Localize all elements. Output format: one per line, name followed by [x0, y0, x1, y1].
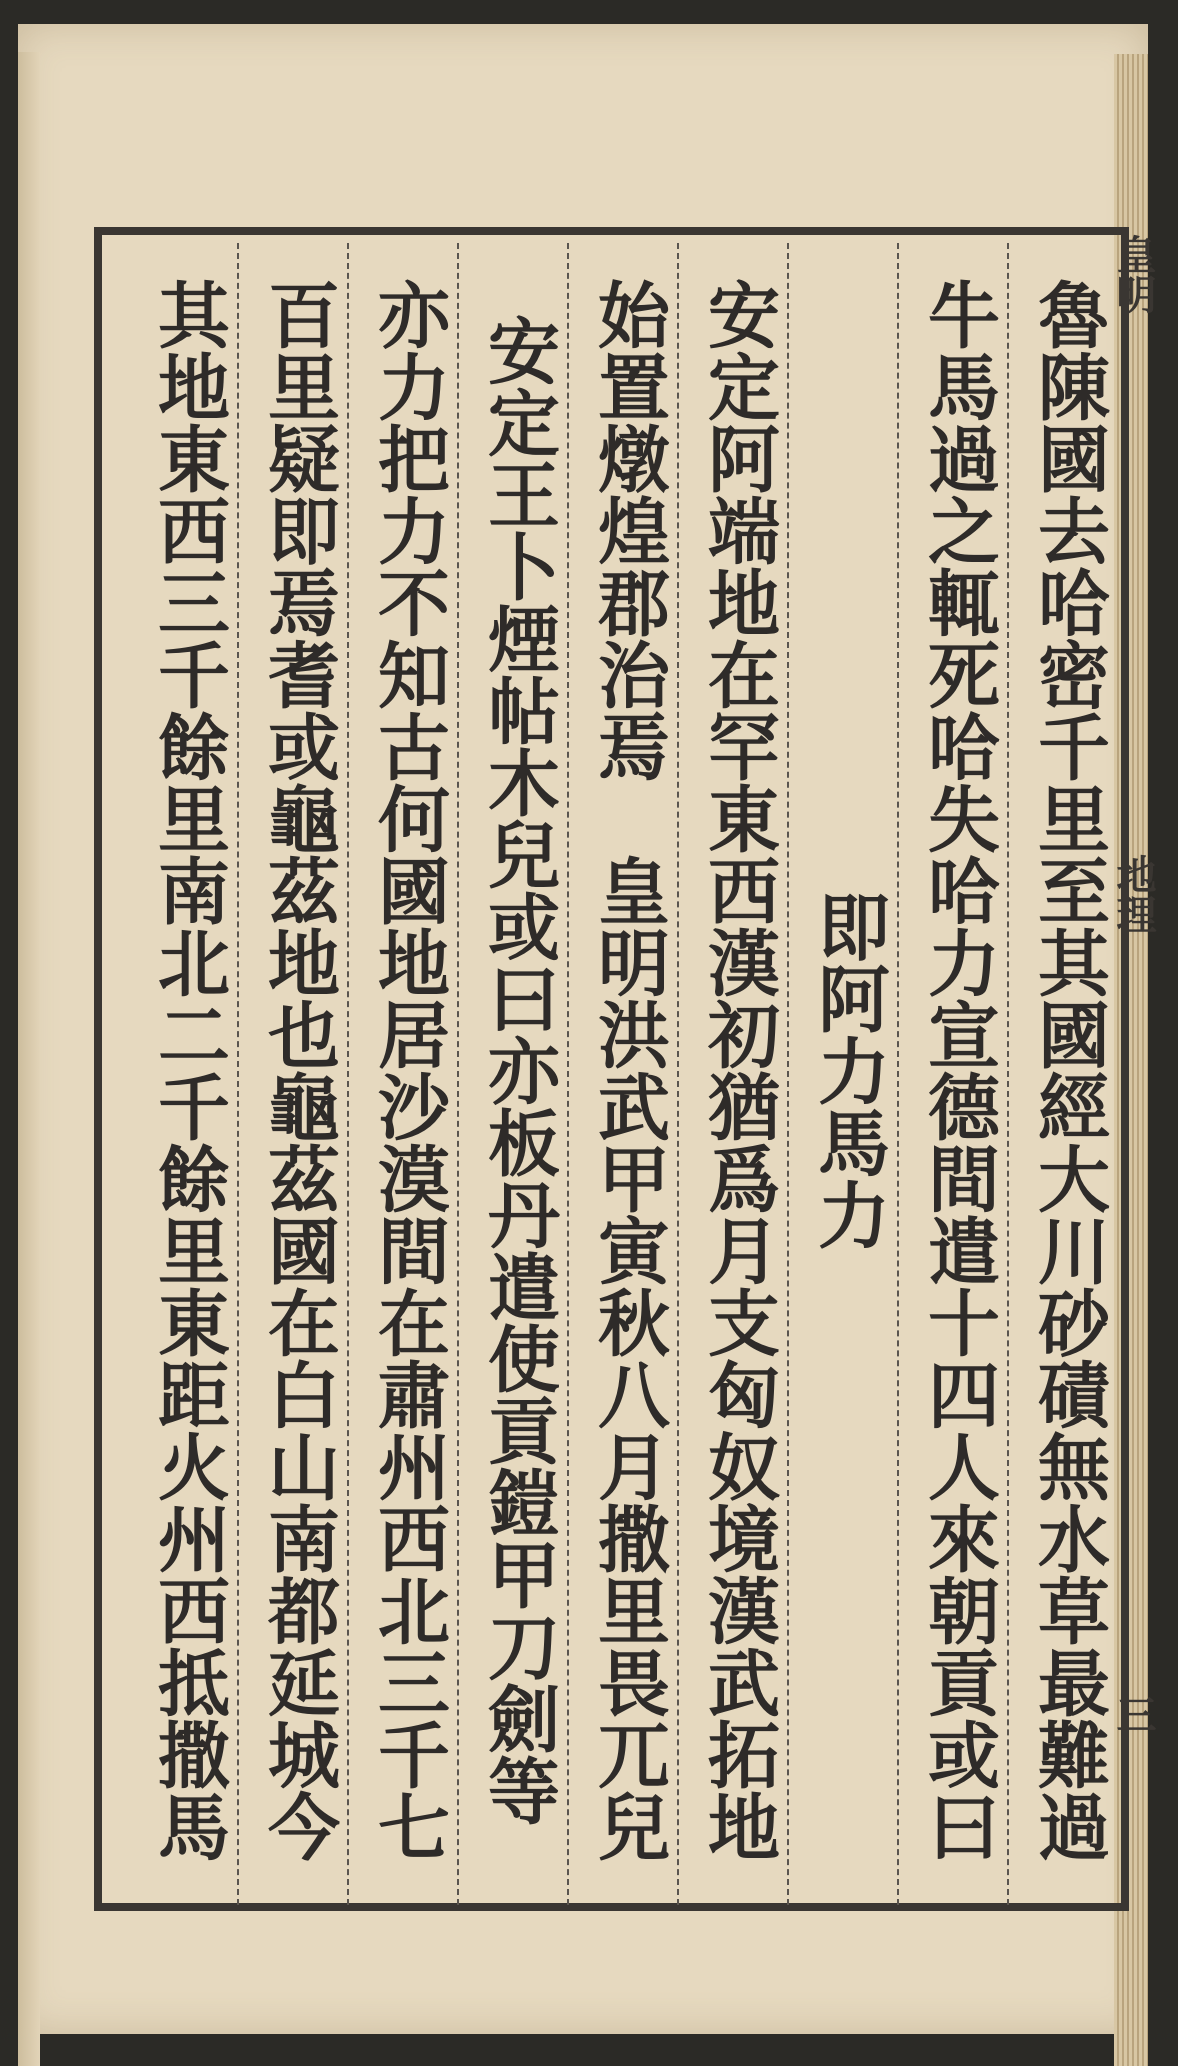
column-rule [347, 243, 349, 1905]
text-column-7: 亦力把力不知古何國地居沙漠間在肅州西北三千七 [366, 278, 451, 1862]
column-rule [237, 243, 239, 1905]
text-column-4: 安定阿端地在罕東西漢初猶爲月支匈奴境漢武拓地 [696, 278, 781, 1862]
margin-title: 皇明 [1110, 234, 1157, 314]
column-rule [787, 243, 789, 1905]
column-rule [1007, 243, 1009, 1905]
text-column-1: 魯陳國去哈密千里至其國經大川砂磧無水草最難過 [1026, 278, 1111, 1862]
column-rule [897, 243, 899, 1905]
text-column-5: 始置燉煌郡治焉 皇明洪武甲寅秋八月撒里畏兀兒 [586, 278, 671, 1862]
text-column-9: 其地東西三千餘里南北二千餘里東距火州西抵撒馬 [146, 278, 231, 1862]
text-frame [94, 227, 1129, 1911]
column-rule [677, 243, 679, 1905]
text-column-8: 百里疑即焉耆或龜茲地也龜茲國在白山南都延城今 [256, 278, 341, 1862]
text-column-2: 牛馬過之輒死哈失哈力宣德間遣十四人來朝貢或曰 [916, 278, 1001, 1862]
column-rule [567, 243, 569, 1905]
text-column-6: 安定王卜煙帖木兒或曰亦板丹遣使貢鎧甲刀劍等 [476, 314, 561, 1826]
block-heart-margin [1110, 234, 1162, 1894]
margin-section: 地理 [1110, 854, 1157, 934]
text-column-3: 即阿力馬力 [806, 890, 891, 1250]
column-rule [457, 243, 459, 1905]
margin-page-number: 三 [1110, 1694, 1157, 1734]
left-spine [18, 52, 40, 2066]
book-page [18, 24, 1157, 2034]
